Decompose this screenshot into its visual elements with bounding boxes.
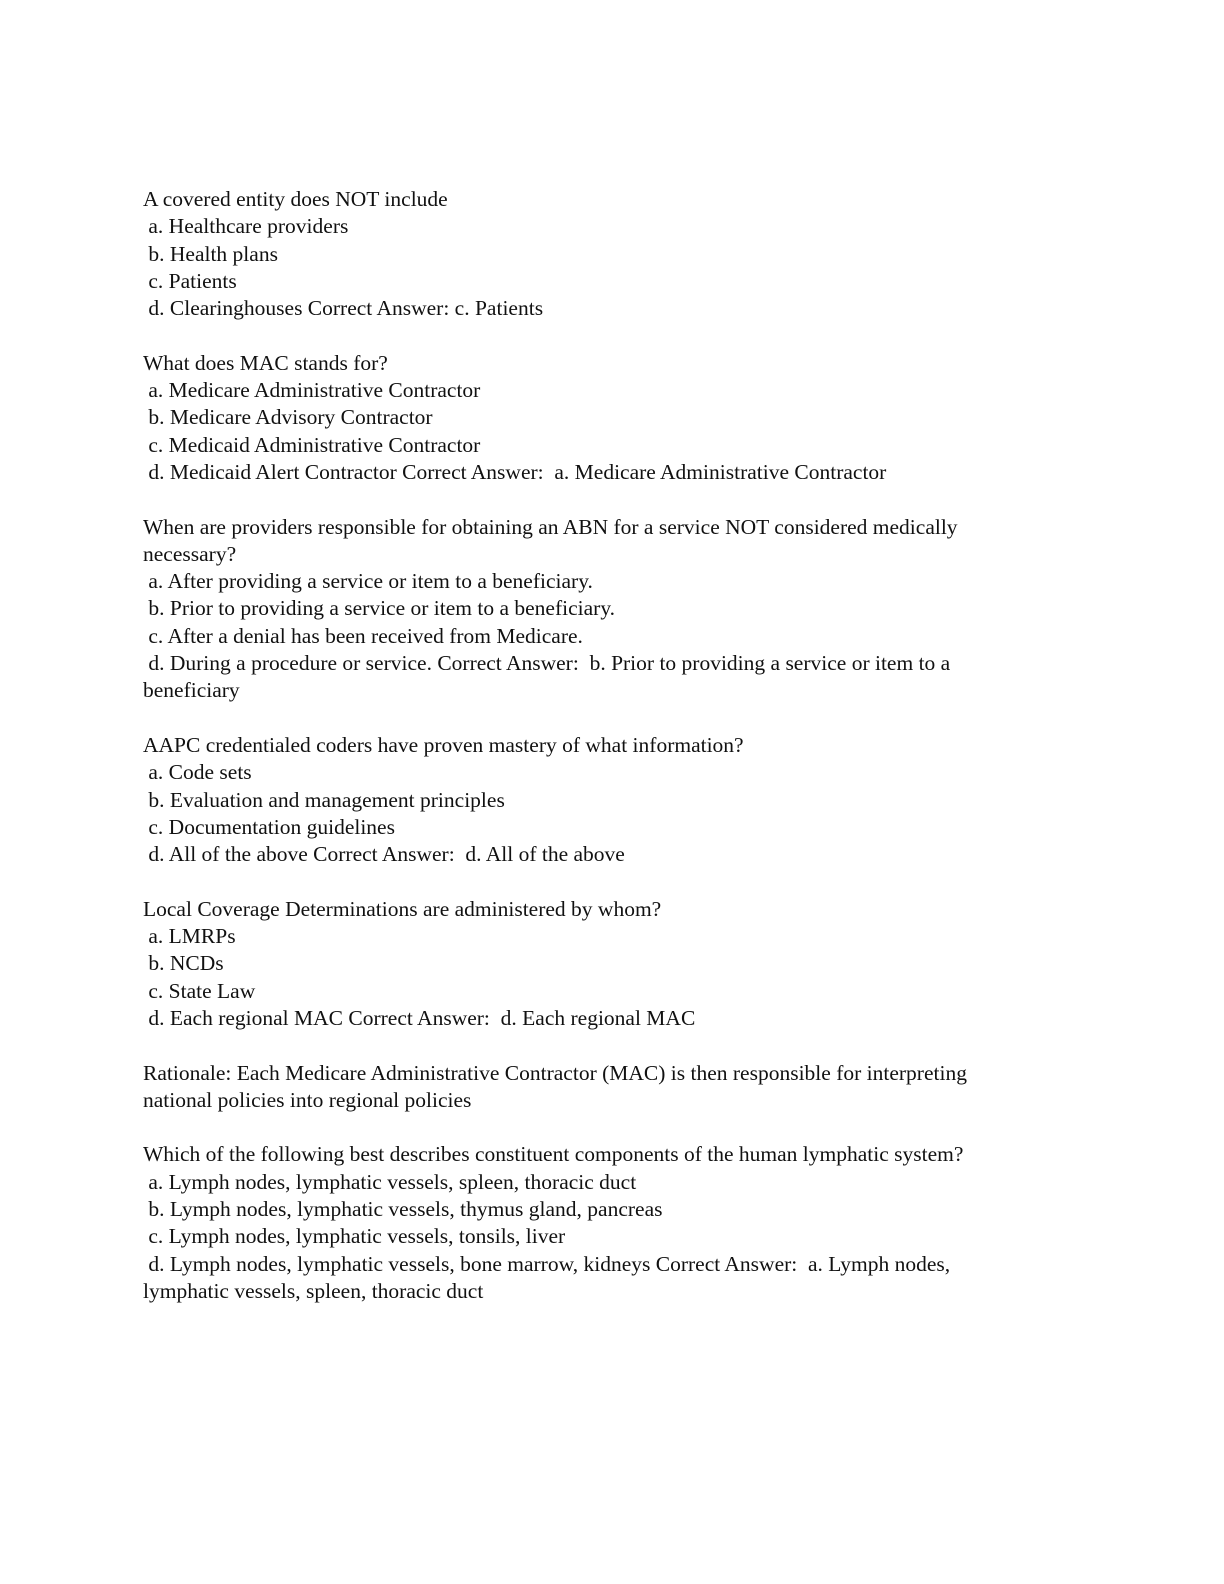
block-line: c. Documentation guidelines [143, 814, 395, 839]
block-line: b. NCDs [143, 951, 224, 976]
question-block [143, 1060, 1063, 1115]
block-heading-line: A covered entity does NOT include [143, 187, 448, 211]
block-line: a. LMRPs [143, 924, 236, 949]
block-heading-line: Which of the following best describes constituent components of the human lymphatic system? [143, 1142, 964, 1167]
block-spacer [143, 1032, 1063, 1059]
block-heading-line: Local Coverage Determinations are administered by whom? [143, 896, 662, 921]
block-line: d. During a procedure or service. Correct Answer: b. Prior to providing a service or item to a [143, 651, 951, 676]
block-line: c. Lymph nodes, lymphatic vessels, tonsils, liver [143, 1224, 566, 1249]
block-line: c. After a denial has been received from Medicare. [143, 623, 583, 648]
block-spacer [143, 1114, 1063, 1141]
block-spacer [143, 486, 1063, 513]
block-line: b. Prior to providing a service or item to a beneficiary. [143, 596, 616, 621]
block-line: d. Medicaid Alert Contractor Correct Answer: a. Medicare Administrative Contractor [143, 459, 887, 484]
block-line: d. Each regional MAC Correct Answer: d. Each regional MAC [143, 1005, 696, 1030]
block-line: b. Evaluation and management principles [143, 787, 505, 812]
block-line: national policies into regional policies [143, 1087, 472, 1112]
block-line: a. After providing a service or item to a beneficiary. [143, 569, 593, 594]
block-line: a. Healthcare providers [143, 214, 349, 239]
block-line: d. Clearinghouses Correct Answer: c. Patients [143, 296, 544, 321]
block-heading-line: AAPC credentialed coders have proven mastery of what information? [143, 732, 744, 757]
block-line: c. Medicaid Administrative Contractor [143, 432, 481, 457]
block-line: c. Patients [143, 268, 237, 293]
question-block [143, 1141, 1063, 1305]
block-heading-line: Rationale: Each Medicare Administrative Contractor (MAC) is then responsible for interpreting [143, 1060, 967, 1085]
block-line: a. Lymph nodes, lymphatic vessels, spleen, thoracic duct [143, 1169, 637, 1194]
block-spacer [143, 322, 1063, 349]
question-block [143, 732, 1063, 868]
block-line: a. Code sets [143, 760, 252, 785]
block-line: c. State Law [143, 978, 256, 1003]
block-line: beneficiary [143, 678, 240, 703]
block-line: b. Health plans [143, 241, 278, 266]
block-heading-line: What does MAC stands for? [143, 350, 388, 375]
block-heading-line: When are providers responsible for obtaining an ABN for a service NOT considered medically [143, 514, 958, 539]
document-body [143, 186, 1063, 1305]
block-line: d. All of the above Correct Answer: d. All of the above [143, 842, 625, 867]
block-line: d. Lymph nodes, lymphatic vessels, bone marrow, kidneys Correct Answer: a. Lymph nodes, [143, 1251, 951, 1276]
block-line: b. Medicare Advisory Contractor [143, 405, 433, 430]
block-line: necessary? [143, 541, 237, 566]
question-block [143, 186, 1063, 322]
block-line: b. Lymph nodes, lymphatic vessels, thymus gland, pancreas [143, 1196, 663, 1221]
block-spacer [143, 868, 1063, 895]
question-block [143, 896, 1063, 1032]
question-block [143, 350, 1063, 486]
block-line: lymphatic vessels, spleen, thoracic duct [143, 1278, 484, 1303]
block-line: a. Medicare Administrative Contractor [143, 378, 481, 403]
block-spacer [143, 705, 1063, 732]
question-block [143, 514, 1063, 705]
